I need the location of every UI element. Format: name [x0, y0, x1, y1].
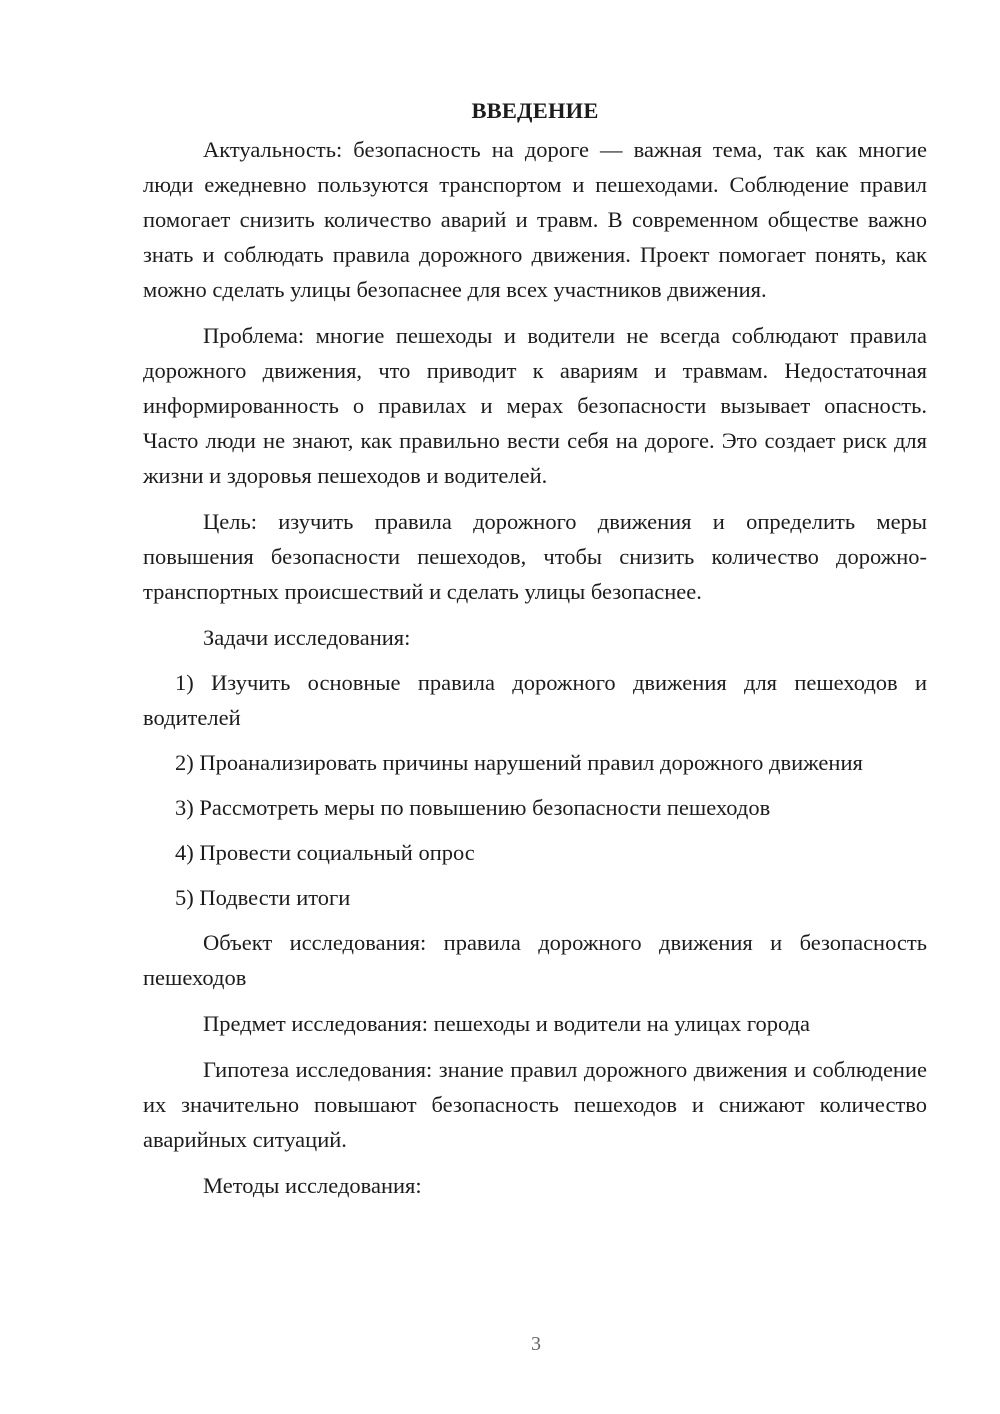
page-content — [143, 96, 927, 1213]
task-item: 2) Проанализировать причины нарушений правил дорожного движения — [175, 750, 863, 775]
relevance-paragraph: Актуальность: безопасность на дороге — важная тема, так как многие люди ежедневно пользуются транспортом и пешеходами. Соблюдение правил помогает снизить количество аварий и травм. В современном обществе важно знать и соблюдать правила дорожного движения. Проект помогает понять, как можно сделать улицы безопаснее для всех участников движения. — [143, 137, 927, 302]
task-item: 4) Провести социальный опрос — [175, 840, 475, 865]
task-item: 3) Рассмотреть меры по повышению безопасности пешеходов — [175, 795, 771, 820]
page-number: 3 — [531, 1333, 541, 1355]
hypothesis-paragraph: Гипотеза исследования: знание правил дорожного движения и соблюдение их значительно повышают безопасность пешеходов и снижают количество аварийных ситуаций. — [143, 1057, 927, 1152]
tasks-heading: Задачи исследования: — [203, 625, 411, 650]
task-item: 5) Подвести итоги — [175, 885, 351, 910]
tasks-list — [143, 665, 927, 915]
section-title: ВВЕДЕНИЕ — [471, 98, 599, 123]
object-paragraph: Объект исследования: правила дорожного движения и безопасность пешеходов — [143, 930, 927, 990]
problem-paragraph: Проблема: многие пешеходы и водители не всегда соблюдают правила дорожного движения, что приводит к авариям и травмам. Недостаточная информированность о правилах и мерах безопасности вызывает опасность. Часто люди не знают, как правильно вести себя на дороге. Это создает риск для жизни и здоровья пешеходов и водителей. — [143, 323, 927, 488]
methods-heading: Методы исследования: — [203, 1173, 422, 1198]
subject-paragraph: Предмет исследования: пешеходы и водители на улицах города — [203, 1011, 811, 1036]
task-item: 1) Изучить основные правила дорожного движения для пешеходов и водителей — [143, 670, 927, 730]
goal-paragraph: Цель: изучить правила дорожного движения и определить меры повышения безопасности пешеходов, чтобы снизить количество дорожно-транспортных происшествий и сделать улицы безопаснее. — [143, 509, 927, 604]
